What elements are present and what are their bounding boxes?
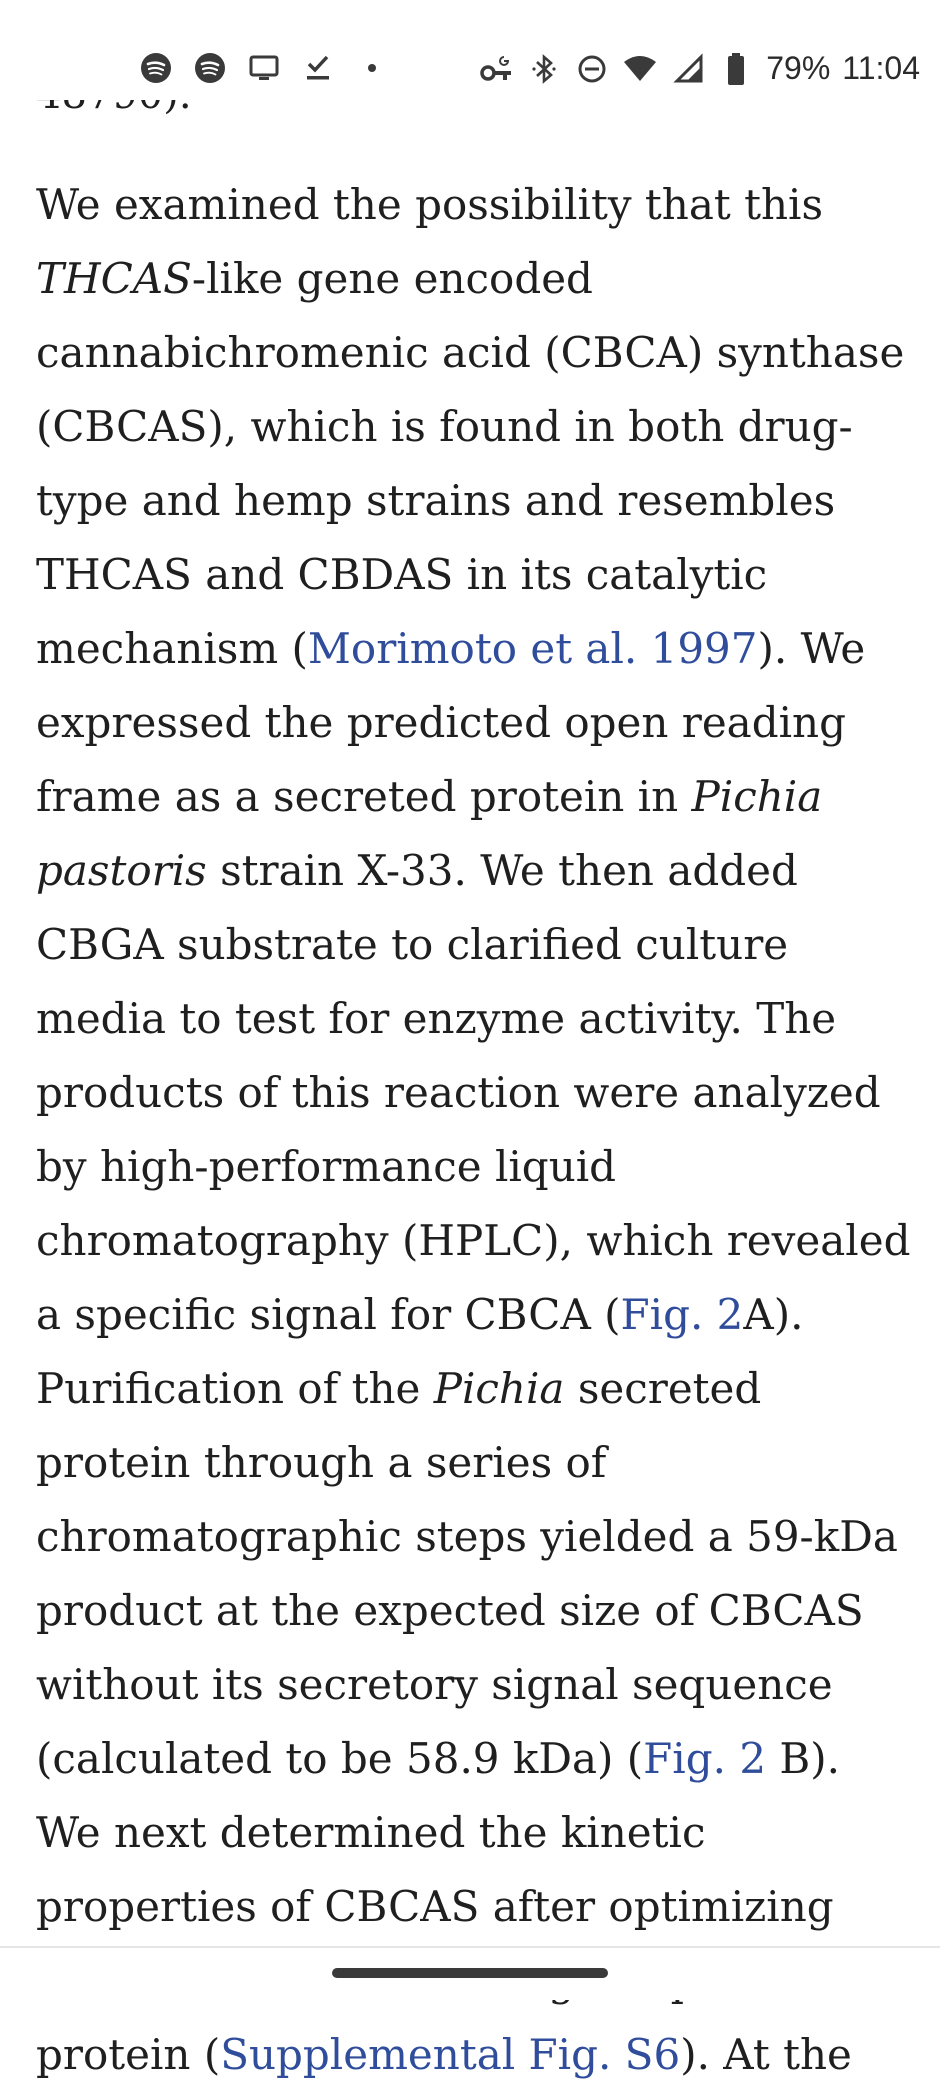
vpn-key-icon [478, 51, 514, 87]
battery-icon [718, 51, 754, 87]
text-run: A). Purification of the [36, 1290, 804, 1413]
text-run: ). At the [680, 2030, 852, 2079]
dot-icon [354, 50, 390, 86]
home-gesture-handle[interactable] [332, 1968, 608, 1978]
navigation-bar [0, 1948, 940, 2000]
figure-link-fig2a[interactable]: Fig. 2 [620, 1290, 744, 1339]
wifi-icon [622, 51, 658, 87]
citation-link-morimoto-1997[interactable]: Morimoto et al. 1997 [307, 624, 758, 673]
do-not-disturb-icon [574, 51, 610, 87]
text-run: We examined the possibility that this [36, 180, 824, 229]
spotify-icon [138, 50, 174, 86]
article-body [36, 168, 916, 2092]
system-icons [478, 50, 920, 87]
gene-name: THCAS [36, 254, 192, 303]
battery-percentage: 79% [766, 50, 831, 86]
status-bar [0, 0, 940, 100]
spotify-icon [192, 50, 228, 86]
text-run: secreted protein through a series of chromatographic steps yielded a 59-kDa product at the expected size of CBCAS without its secretory signal sequence (calculated to be 58.9 kDa) ( [36, 1364, 898, 1783]
clock: 11:04 [842, 50, 920, 86]
species-name: Pichia pastoris [36, 772, 823, 895]
supplemental-figure-link-s6[interactable]: Supplemental Fig. S6 [220, 2030, 681, 2079]
text-run: ). We expressed the predicted open reading frame as a secreted protein in [36, 624, 866, 821]
download-done-icon [300, 50, 336, 86]
cast-icon [246, 50, 282, 86]
text-run: -like gene encoded cannabichromenic acid (CBCA) synthase (CBCAS), which is found in both drug-type and hemp strains and resembles THCAS and CBDAS in its catalytic mechanism ( [36, 254, 905, 673]
paragraph [36, 168, 916, 2092]
bluetooth-icon [526, 51, 562, 87]
text-run: strain X-33. We then added CBGA substrate to clarified culture media to test for enzyme activity. The products of this reaction were analyzed by high-performance liquid chromatography (HPLC), which revealed a specific signal for CBCA ( [36, 846, 911, 1339]
genus-name: Pichia [433, 1364, 565, 1413]
notification-icons [138, 50, 390, 86]
text-run: B). We next determined the kinetic properties of CBCAS after optimizing protein ( [36, 1734, 840, 2079]
signal-icon [670, 51, 706, 87]
figure-link-fig2b[interactable]: Fig. 2 [643, 1734, 767, 1783]
